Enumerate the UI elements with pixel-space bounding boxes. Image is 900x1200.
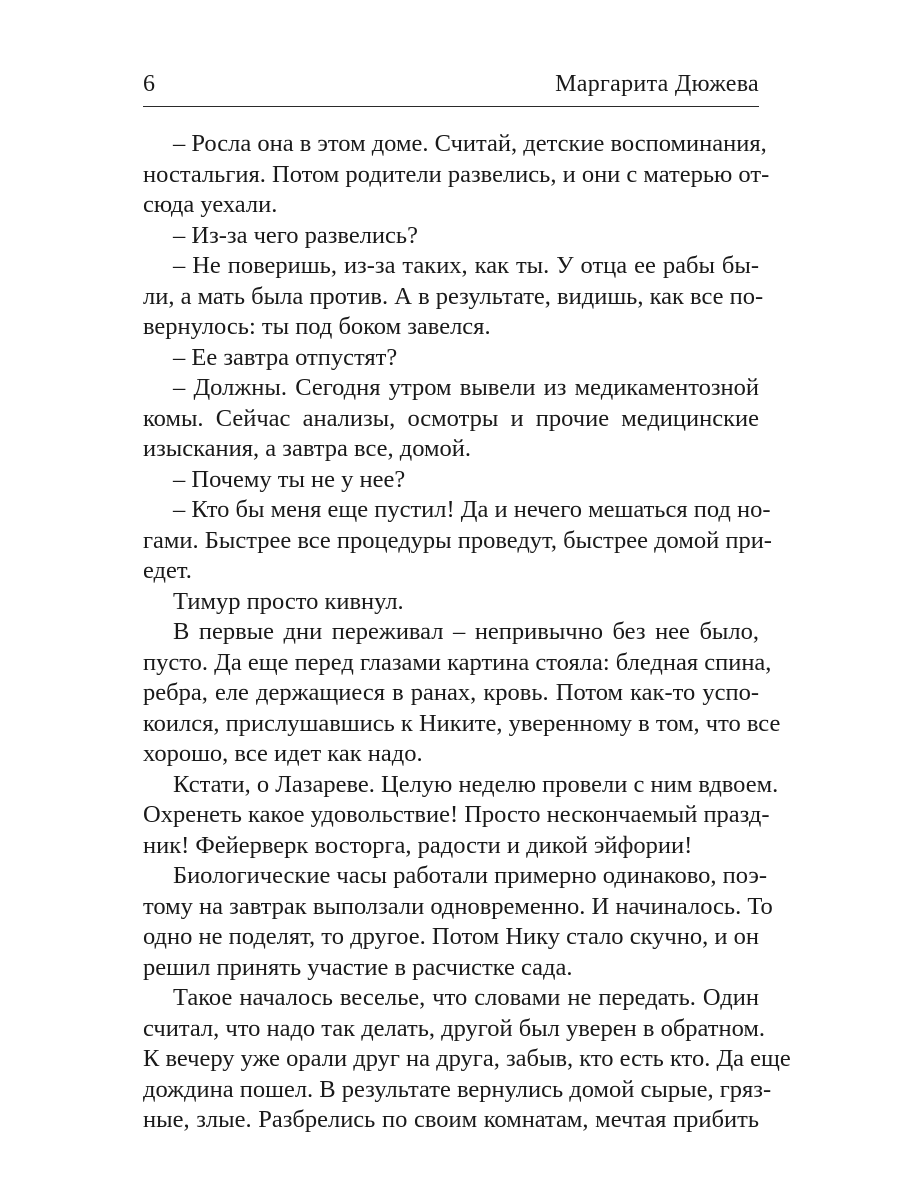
text-line: одно не поделят, то другое. Потом Нику стало скучно, и он bbox=[143, 923, 759, 950]
header-divider bbox=[143, 106, 759, 107]
text-line: тому на завтрак выползали одновременно. И начиналось. То bbox=[143, 892, 773, 920]
text-line: едет. bbox=[143, 557, 192, 584]
body-text bbox=[143, 129, 791, 1136]
text-line: – Почему ты не у нее? bbox=[173, 465, 406, 493]
text-line: сюда уехали. bbox=[143, 191, 278, 218]
text-line: Охренеть какое удовольствие! Просто нескончаемый празд- bbox=[143, 801, 770, 828]
text-line: комы. Сейчас анализы, осмотры и прочие медицинские bbox=[143, 404, 759, 432]
text-line: – Кто бы меня еще пустил! Да и нечего мешаться под но- bbox=[173, 496, 771, 523]
text-line: – Не поверишь, из-за таких, как ты. У отца ее рабы бы- bbox=[173, 252, 759, 279]
text-line: ли, а мать была против. А в результате, видишь, как все по- bbox=[143, 282, 764, 310]
text-line: вернулось: ты под боком завелся. bbox=[143, 313, 491, 340]
text-line: коился, прислушавшись к Никите, уверенному в том, что все bbox=[143, 709, 781, 737]
running-title: Маргарита Дюжева bbox=[555, 71, 759, 97]
text-line: – Ее завтра отпустят? bbox=[173, 343, 398, 371]
text-line: гами. Быстрее все процедуры проведут, быстрее домой при- bbox=[143, 526, 772, 554]
page-number: 6 bbox=[143, 71, 155, 97]
text-line: Биологические часы работали примерно одинаково, поэ- bbox=[173, 862, 768, 889]
text-line: считал, что надо так делать, другой был уверен в обратном. bbox=[143, 1014, 766, 1042]
text-line: хорошо, все идет как надо. bbox=[143, 740, 423, 767]
text-line: В первые дни переживал – непривычно без нее было, bbox=[173, 618, 759, 645]
text-line: ник! Фейерверк восторга, радости и дикой эйфории! bbox=[143, 831, 693, 859]
text-line: – Росла она в этом доме. Считай, детские воспоминания, bbox=[173, 130, 767, 157]
text-line: ностальгия. Потом родители развелись, и они с матерью от- bbox=[143, 160, 770, 188]
text-line: – Из-за чего развелись? bbox=[173, 221, 418, 249]
text-line: дождина пошел. В результате вернулись домой сырые, гряз- bbox=[143, 1075, 772, 1103]
text-line: пусто. Да еще перед глазами картина стояла: бледная спина, bbox=[143, 648, 772, 676]
text-line: решил принять участие в расчистке сада. bbox=[143, 953, 573, 981]
text-line: – Должны. Сегодня утром вывели из медикаментозной bbox=[173, 374, 759, 401]
running-header bbox=[143, 66, 759, 102]
text-line: Тимур просто кивнул. bbox=[173, 587, 404, 615]
text-line: Кстати, о Лазареве. Целую неделю провели с ним вдвоем. bbox=[173, 770, 779, 798]
text-line: ребра, еле держащиеся в ранах, кровь. Потом как-то успо- bbox=[143, 679, 759, 706]
text-line: изыскания, а завтра все, домой. bbox=[143, 435, 471, 462]
text-line: Такое началось веселье, что словами не передать. Один bbox=[173, 984, 759, 1011]
text-line: ные, злые. Разбрелись по своим комнатам, мечтая прибить bbox=[143, 1106, 759, 1133]
text-line: К вечеру уже орали друг на друга, забыв, кто есть кто. Да еще bbox=[143, 1045, 791, 1072]
